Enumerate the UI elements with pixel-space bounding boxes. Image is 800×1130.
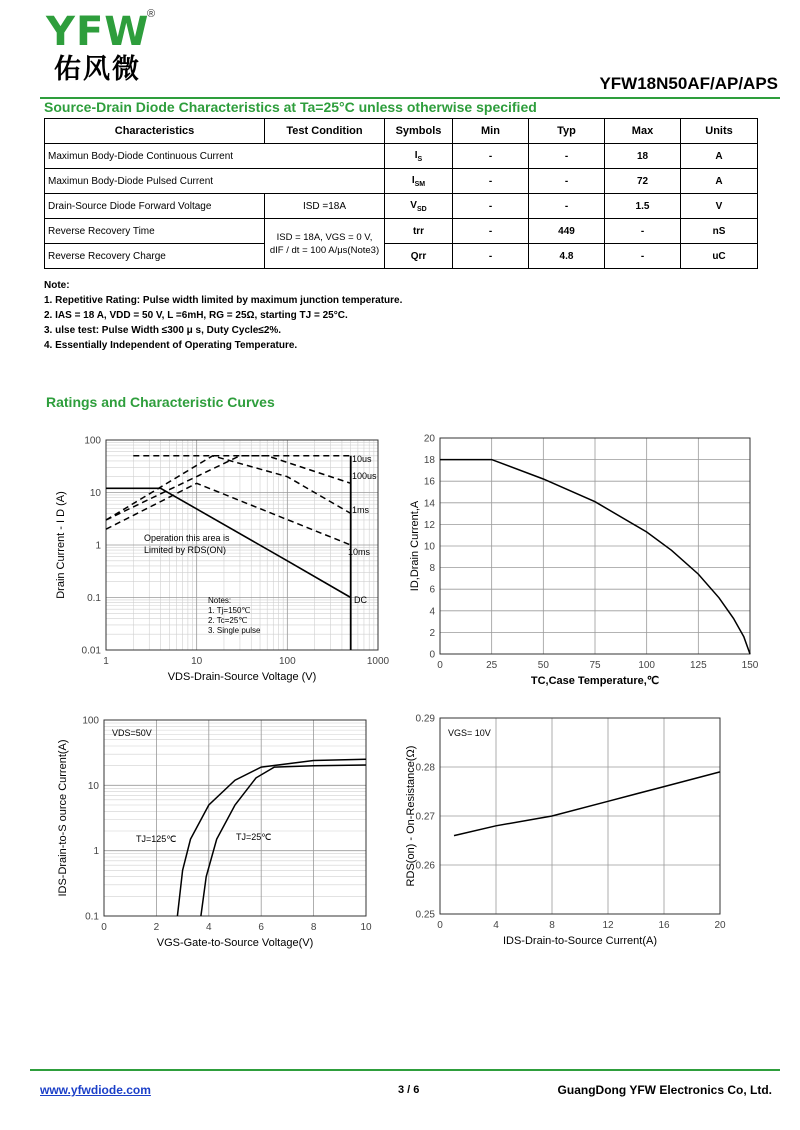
- x-tick-label: 1000: [366, 656, 390, 667]
- y-axis-label: ID,Drain Current,A: [409, 500, 421, 592]
- y-tick-label: 100: [82, 715, 99, 727]
- page-number: 3 / 6: [398, 1084, 420, 1096]
- x-axis-label: IDS-Drain-to-Source Current(A): [502, 935, 658, 947]
- annotation-text: Operation this area is: [144, 533, 230, 543]
- symbol-cell: $V_{SD}$: [385, 194, 453, 219]
- typ-cell: 449: [529, 219, 605, 244]
- y-tick-label: 10: [89, 488, 101, 499]
- characteristic-cell: Reverse Recovery Charge: [45, 244, 265, 269]
- typ-cell: -: [529, 144, 605, 169]
- table-header: Min: [453, 119, 529, 144]
- condition-line: ISD = 18A, VGS = 0 V,: [276, 231, 373, 243]
- y-axis-label: RDS(on) - On-Resistance(Ω): [405, 745, 417, 887]
- x-tick-label: 100: [278, 656, 296, 667]
- x-tick-label: 0: [437, 920, 443, 931]
- table-row: [45, 244, 758, 269]
- y-tick-label: 10: [423, 541, 435, 553]
- y-tick-label: 1: [93, 846, 99, 858]
- x-tick-label: 6: [258, 922, 264, 933]
- min-cell: -: [453, 169, 529, 194]
- x-tick-label: 2: [153, 922, 160, 933]
- section-title-curves: Ratings and Characteristic Curves: [46, 394, 275, 410]
- notes-item: 3. Single pulse: [208, 626, 261, 635]
- min-cell: -: [453, 194, 529, 219]
- unit-cell: nS: [681, 219, 758, 244]
- series-label: 10us: [352, 454, 372, 464]
- condition-cell: ISD =18A: [265, 194, 385, 219]
- max-cell: 72: [605, 169, 681, 194]
- y-tick-label: 0.29: [415, 713, 435, 725]
- x-axis-label: VDS-Drain-Source Voltage (V): [167, 671, 317, 683]
- unit-cell: A: [681, 169, 758, 194]
- annotation-text: Limited by RDS(ON): [144, 545, 227, 555]
- table-header: Typ: [529, 119, 605, 144]
- table-row: [45, 194, 758, 219]
- y-tick-label: 18: [423, 455, 435, 467]
- notes-item: 2. Tc=25℃: [208, 616, 248, 625]
- characteristic-cell: Maximun Body-Diode Continuous Current: [45, 144, 385, 169]
- series-label: 10ms: [348, 547, 371, 557]
- series-label: 1ms: [352, 505, 370, 515]
- y-tick-label: 4: [429, 606, 435, 618]
- x-tick-label: 1: [103, 656, 109, 667]
- x-tick-label: 8: [549, 920, 555, 931]
- min-cell: -: [453, 144, 529, 169]
- unit-cell: V: [681, 194, 758, 219]
- table-header-row: [45, 119, 758, 144]
- footer-divider: [30, 1069, 780, 1071]
- max-cell: -: [605, 244, 681, 269]
- characteristic-cell: Maximun Body-Diode Pulsed Current: [45, 169, 385, 194]
- registered-mark: ®: [147, 8, 156, 20]
- y-tick-label: 0.25: [415, 909, 435, 921]
- y-tick-label: 16: [423, 476, 435, 488]
- shared-condition-cell: [265, 219, 385, 269]
- table-header: Units: [681, 119, 758, 144]
- y-tick-label: 100: [84, 435, 101, 447]
- series-label: TJ=25℃: [236, 832, 272, 842]
- x-tick-label: 12: [602, 920, 614, 931]
- x-axis-label: TC,Case Temperature,℃: [530, 675, 660, 687]
- note-item: 1. Repetitive Rating: Pulse width limited by maximum junction temperature.: [44, 295, 403, 306]
- x-tick-label: 16: [658, 920, 670, 931]
- typ-cell: -: [529, 169, 605, 194]
- y-tick-label: 0.01: [81, 645, 101, 657]
- y-tick-label: 0.1: [85, 911, 99, 923]
- series-label: 100us: [352, 471, 377, 481]
- y-tick-label: 6: [429, 584, 435, 596]
- series-label: TJ=125℃: [136, 834, 177, 844]
- series-line: [454, 772, 720, 836]
- y-tick-label: 0.27: [415, 811, 435, 823]
- chart-safe-operating-area: [40, 428, 400, 693]
- y-axis-label: Drain Current - I D (A): [55, 491, 67, 599]
- y-tick-label: 1: [95, 540, 101, 552]
- x-tick-label: 8: [310, 922, 317, 933]
- symbol-cell: Qrr: [385, 244, 453, 269]
- notes: [44, 278, 402, 353]
- website-link[interactable]: www.yfwdiode.com: [40, 1083, 151, 1097]
- y-tick-label: 0.26: [415, 860, 435, 872]
- min-cell: -: [453, 244, 529, 269]
- x-tick-label: 50: [537, 660, 549, 671]
- x-tick-label: 0: [437, 660, 443, 671]
- y-tick-label: 0.1: [87, 593, 101, 604]
- part-number: YFW18N50AF/AP/APS: [599, 74, 778, 93]
- min-cell: -: [453, 219, 529, 244]
- table-header: Max: [605, 119, 681, 144]
- notes-title: Notes:: [208, 596, 232, 605]
- max-cell: 1.5: [605, 194, 681, 219]
- logo-chinese: 佑风微: [54, 54, 141, 85]
- chart-transfer-characteristics: [40, 708, 400, 958]
- chart-on-resistance: [400, 708, 780, 958]
- chart-drain-current-vs-temperature: [400, 428, 780, 693]
- symbol-cell: $I_{SM}$: [385, 169, 453, 194]
- x-tick-label: 100: [638, 660, 656, 671]
- symbol-cell: trr: [385, 219, 453, 244]
- table-row: [45, 219, 758, 244]
- plot-frame: [104, 720, 366, 916]
- series-line: [201, 765, 366, 916]
- x-tick-label: 10: [360, 922, 372, 933]
- x-tick-label: 75: [589, 660, 601, 671]
- condition-label: VDS=50V: [112, 728, 152, 738]
- note-item: 4. Essentially Independent of Operating Temperature.: [44, 340, 298, 351]
- unit-cell: A: [681, 144, 758, 169]
- spec-table: [44, 118, 758, 269]
- notes-title: Note:: [44, 280, 70, 291]
- y-tick-label: 14: [423, 498, 435, 510]
- x-axis-label: VGS-Gate-to-Source Voltage(V): [156, 937, 314, 949]
- section-title-diode: Source-Drain Diode Characteristics at Ta=25°C unless otherwise specified: [44, 99, 537, 115]
- x-tick-label: 20: [714, 920, 726, 931]
- y-tick-label: 12: [423, 519, 435, 531]
- note-item: 3. ulse test: Pulse Width ≤300 μ s, Duty Cycle≤2%.: [44, 325, 282, 336]
- max-cell: 18: [605, 144, 681, 169]
- series-line: [177, 759, 366, 916]
- characteristic-cell: Reverse Recovery Time: [45, 219, 265, 244]
- x-tick-label: 4: [206, 922, 212, 933]
- x-tick-label: 4: [493, 920, 499, 931]
- x-tick-label: 25: [486, 660, 498, 671]
- y-tick-label: 0.28: [415, 762, 435, 774]
- condition-label: VGS= 10V: [448, 728, 491, 738]
- table-header: Test Condition: [265, 119, 385, 144]
- x-tick-label: 150: [741, 660, 759, 671]
- table-row: [45, 169, 758, 194]
- y-tick-label: 2: [429, 627, 435, 639]
- table-header: Symbols: [385, 119, 453, 144]
- table-row: [45, 144, 758, 169]
- condition-line: dIF / dt = 100 A/μs(Note3): [269, 244, 380, 256]
- logo-text: YFW: [46, 9, 150, 55]
- x-tick-label: 125: [689, 660, 707, 671]
- x-tick-label: 10: [191, 656, 203, 667]
- typ-cell: 4.8: [529, 244, 605, 269]
- y-tick-label: 10: [87, 780, 99, 792]
- series-label: DC: [354, 595, 367, 605]
- characteristic-cell: Drain-Source Diode Forward Voltage: [45, 194, 265, 219]
- y-tick-label: 0: [429, 649, 435, 661]
- table-header: Characteristics: [45, 119, 265, 144]
- symbol-cell: $I_S$: [385, 144, 453, 169]
- company-name: GuangDong YFW Electronics Co, Ltd.: [557, 1083, 772, 1097]
- max-cell: -: [605, 219, 681, 244]
- y-tick-label: 20: [423, 433, 435, 445]
- notes-item: 1. Tj=150℃: [208, 606, 251, 615]
- unit-cell: uC: [681, 244, 758, 269]
- typ-cell: -: [529, 194, 605, 219]
- y-axis-label: IDS-Drain-to-S ource Current(A): [57, 739, 69, 897]
- y-tick-label: 8: [429, 563, 435, 575]
- x-tick-label: 0: [101, 922, 107, 933]
- note-item: 2. IAS = 18 A, VDD = 50 V, L =6mH, RG = 25Ω, starting TJ = 25°C.: [44, 310, 348, 321]
- logo: [46, 9, 150, 55]
